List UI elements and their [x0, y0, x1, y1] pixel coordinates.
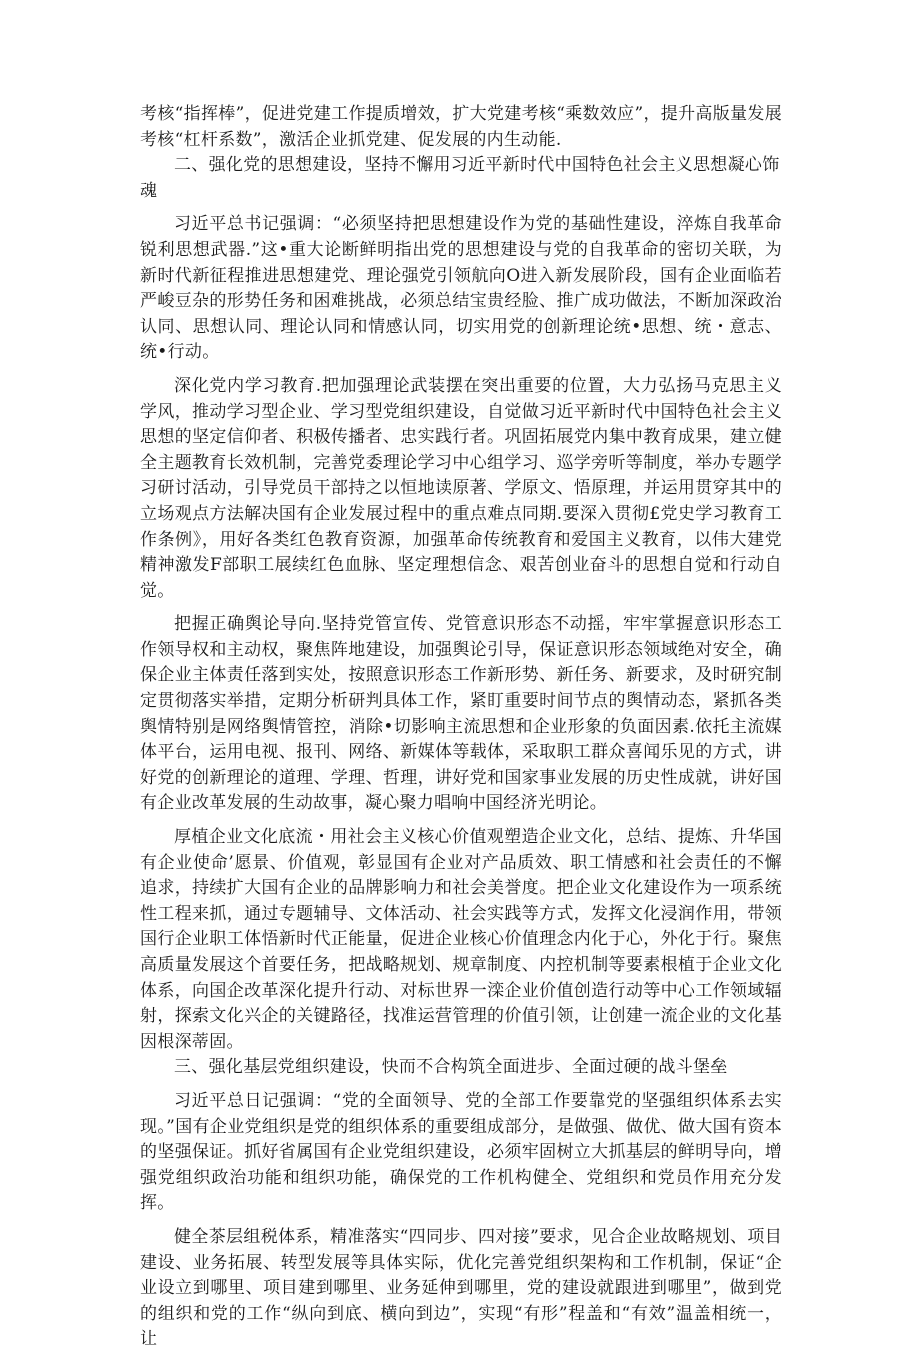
paragraph: 厚植企业文化底流・用社会主义核心价值观塑造企业文化，总结、提炼、升华国有企业使命’愿景、价值观，彰显国有企业对产品质效、职工情感和社会责任的不懈追求，持续扩大国有企业的品牌影响力和社会美誉度。把企业文化建设作为一项系统性工程来抓，通过专题辅导、文体活动、社会实践等方式，发挥文化浸润作用，带领国行企业职工体悟新时代正能量，促进企业核心价值理念内化于心，外化于行。聚焦高质量发展这个首要任务，把战略规划、规章制度、内控机制等要素根植于企业文化体系，向国企改革深化提升行动、对标世界一滦企业价值创造行动等中心工作领域辐射，探索文化兴企的关键路径，找准运营管理的价值引领，让创建一流企业的文化基因根深蒂固。	[140, 827, 782, 1052]
paragraph-continued: 考核“指挥棒”，促进党建工作提质增效，扩大党建考核“乘数效应”，提升高版量发展考核“杠杆系数”，激活企业抓党建、促发展的内生动能.	[140, 104, 782, 150]
paragraph: 习近平总书记强调：“必须坚持把思想建设作为党的基础性建设，淬炼自我革命锐利思想武器.”这•重大论断鲜明指出党的思想建设与党的自我革命的密切关联，为新时代新征程推进思想建党、理论强党引领航向O进入新发展阶段，国有企业面临若严峻豆杂的形势任务和困难挑战，必须总结宝贵经脸、推广成功做法，不断加深政治认同、思想认同、理论认同和情感认同，切实用党的创新理论统•思想、统・意志、统•行动。	[140, 214, 782, 363]
paragraph: 习近平总日记强调：“党的全面领导、党的全部工作要靠党的坚强组织体系去实现。”国有企业党组织是党的组织体系的重要组成部分，是做强、做优、做大国有资本的坚强保证。抓好省属国有企业党组织建设，必须牢固树立大抓基层的鲜明导向，增强党组织政治功能和组织功能，确保党的工作机构健全、党组织和党员作用充分发挥。	[140, 1090, 782, 1214]
paragraph: 深化党内学习教育.把加强理论武装摆在突出重要的位置，大力弘扬马克思主义学风，推动学习型企业、学习型党组织建设，自觉做习近平新时代中国特色社会主义思想的坚定信仰者、积极传播者、忠实践行者。巩固拓展党内集中教育成果，建立健全主题教育长效机制，完善党委理论学习中心组学习、巡学旁听等制度，举办专题学习研讨活动，引导党员干部持之以恒地读原著、学原文、悟原理，并运用贯穿其中的立场观点方法解决国有企业发展过程中的重点难点同期.要深入贯彻£党史学习教育工作条例》，用好各类红色教育资源，加强革命传统教育和爱国主义教育，以伟大建党精神激发F部职工展续红色血脉、坚定理想信念、艰苦创业奋斗的思想自觉和行动自觉。	[140, 375, 782, 601]
paragraph: 健全茶层组税体系，精准落实“四同步、四对接”要求，见合企业故略规划、项目建设、业务拓展、转型发展等具体实际，优化完善党组织架构和工作机制，保证“企业设立到哪里、项目建到哪里、业务延伸到哪里，党的建设就跟进到哪里”，做到党的组织和党的工作“纵向到底、横向到边”，实现“有形”程盖和“有效”温盖相统一，让	[140, 1226, 782, 1350]
section-heading-3: 三、强化基层党组织建设，快而不合构筑全面进步、全面过硬的战斗堡垒	[174, 1057, 728, 1078]
section-heading-2: 二、强化党的思想建设，坚持不懈用习近平新时代中国特色社会主义思想凝心饰魂	[140, 155, 780, 201]
paragraph: 把握正确舆论导向.坚持党管宣传、党管意识形态不动摇，牢牢掌握意识形态工作领导权和主动权，聚焦阵地建设，加强舆论引导，保证意识形态领域绝对安全，确保企业主体责任落到实处，按照意识形态工作新形势、新任务、新要求，及时研究制定贯彻落实举措，定期分析研判具体工作，紧盯重要时间节点的舆情动态，紧抓各类舆情特别是网络舆情管控，消除•切影响主流思想和企业形象的负面因素.依托主流媒体平台，运用电视、报刊、网络、新媒体等载体，采取职工群众喜闻乐见的方式，讲好党的创新理论的道理、学理、哲理，讲好党和国家事业发展的历史性成就，讲好国有企业改革发展的生动故事，凝心聚力唱响中国经济光明论。	[140, 614, 782, 814]
